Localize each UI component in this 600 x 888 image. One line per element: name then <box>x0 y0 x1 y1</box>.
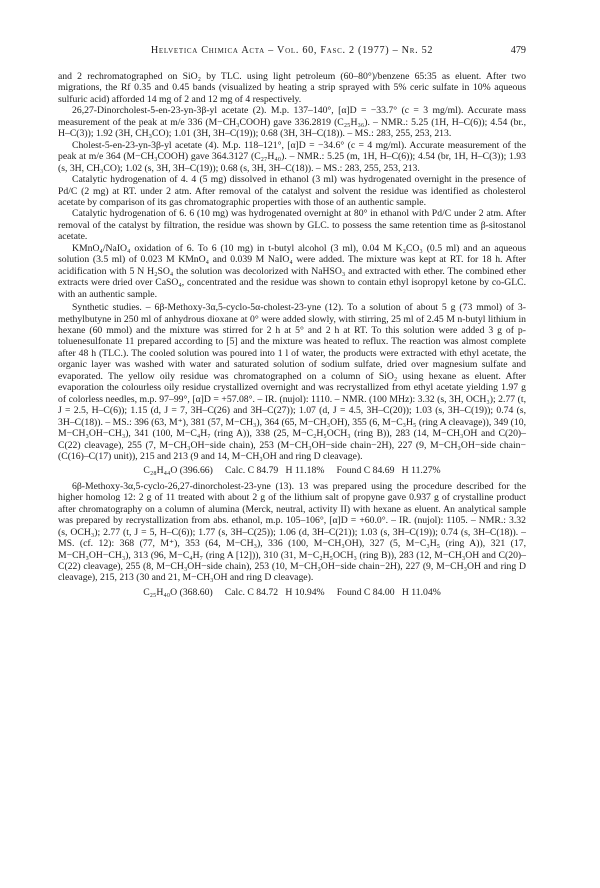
paragraph-compound-4: Cholest-5-en-23-yn-3β-yl acetate (4). M.p. 118–121°, [α]D = −34.6° (c = 4 mg/ml). Accurate measurement of the peak at m/e 364 (M−CH₃COOH) gave 364.3127 (C₂₇H₄₀). – NMR.: 5.25 (m, 1H, H–C(6)); 4.54 (br, 1H, H–C(3)); 1.93 (s, 3H, CH₃CO); 1.02 (s, 3H, 3H–C(19)); 0.68 (s, 3H, 3H–C(18)). – MS.: 283, 255, 253, 213. <box>58 139 526 174</box>
running-header <box>58 45 526 56</box>
paragraph-oxidation-6: KMnO₄/NaIO₄ oxidation of 6. To 6 (10 mg) in t-butyl alcohol (3 ml), 0.04 M K₂CO₃ (0.5 ml) and an aqueous solution (3.5 ml) of 0.023 M KMnO₄ and 0.039 M NaIO₄ were added. The mixture was kept at RT. for 18 h. After acidification with 5 N H₂SO₄ the solution was decolorized with NaHSO₃ and extracted with ether. The combined ether extracts were dried over CaSO₄, concentrated and the residue was shown to contain ethyl isopropyl ketone by co-GLC. with an authentic sample. <box>58 242 526 300</box>
elemental-analysis-13: C₂₅H₄₀O (368.60) Calc. C 84.72 H 10.94% Found C 84.00 H 11.04% <box>143 586 441 598</box>
article-body <box>58 71 526 602</box>
paragraph-compound-13: 6β-Methoxy-3α,5-cyclo-26,27-dinorcholest-23-yne (13). 13 was prepared using the procedure described for the higher homolog 12: 2 g of 11 treated with about 2 g of the lithium salt of propyne gave 0.937 g of crystalline product after chromatography on a column of alumina (Merck, neutral, activity II) with hexane as eluent. An analytical sample was prepared by recrystallization from abs. ethanol, m.p. 105–106°, [α]D = +60.0°. – IR. (nujol): 1105. – NMR.: 3.32 (s, OCH₃); 2.77 (t, J = 5, H–C(6)); 1.77 (s, 3H–C(25)); 1.06 (d, 3H–C(21)); 1.03 (s, 3H–C(19)); 0.74 (s, 3H–C(18)). – MS. (cf. 12): 368 (77, M⁺), 353 (64, M−CH₃), 336 (100, M−CH₃OH), 327 (5, M−C₃H₅ (ring A)), 321 (17, M−CH₃OH−CH₃), 313 (96, M−C₄H₇ (ring A [12])), 310 (31, M−C₂H₅OCH₃ (ring B)), 283 (12, M−CH₃OH and C(20)–C(22) cleavage), 255 (8, M−CH₃OH−side chain), 253 (10, M−CH₃OH−side chain−2H), 227 (9, M−CH₃OH and ring D cleavage), 215, 213 (30 and 21, M−CH₃OH and ring D cleavage). <box>58 480 526 584</box>
paragraph-compound-2: 26,27-Dinorcholest-5-en-23-yn-3β-yl acetate (2). M.p. 137–140°, [α]D = −33.7° (c = 3 mg/ml). Accurate mass measurement of the peak at m/e 336 (M−CH₃COOH) gave 336.2819 (C₂₅H₃₆). – NMR.: 5.25 (1H, H–C(6)); 4.54 (br., H–C(3)); 1.92 (3H, CH₃CO); 1.01 (3H, 3H–C(19)); 0.68 (3H, 3H–C(18)). – MS.: 283, 255, 253, 213. <box>58 105 526 140</box>
elemental-analysis-12: C₂₈H₄₄O (396.66) Calc. C 84.79 H 11.18% Found C 84.69 H 11.27% <box>143 465 441 477</box>
paragraph-hydrogenation-4: Catalytic hydrogenation of 4. 4 (5 mg) dissolved in ethanol (3 ml) was hydrogenated overnight in the presence of Pd/C (2 mg) at RT. under 2 atm. After removal of the catalyst and solvent the residue was identified as cholesterol acetate by comparison of its gas chromatographic properties with those of an authentic sample. <box>58 174 526 208</box>
paragraph-synthetic-studies-12: Synthetic studies. – 6β-Methoxy-3α,5-cyclo-5α-cholest-23-yne (12). To a solution of about 5 g (73 mmol) of 3-methylbutyne in 250 ml of anhydrous dioxane at 0° were added slowly, with stirring, 25 ml of 2.45 M n-butyl lithium in hexane (60 mmol) and the mixture was stirred for 2 h at 5° and 2 h at RT. To this solution were added 3 g of p-toluenesulfonate 11 prepared according to [5] and the mixture was heated to reflux. The reaction was almost complete after 48 h (TLC.). The cooled solution was poured into 1 l of water, the products were extracted with ethyl acetate, the organic layer was washed with water and saturated solution of sodium sulfate, dried over magnesium sulfate and evaporated. The yellow oily residue was chromatographed on a column of SiO₂ using hexane as eluent. After evaporation the colourless oily residue crystallized overnight and was recrystallized from ethyl acetate yielding 1.97 g of colorless needles, m.p. 97–99°, [α]D = +57.08°. – IR. (nujol): 1110. – NMR. (100 MHz): 3.32 (s, 3H, OCH₃); 2.77 (t, J = 2.5, H–C(6)); 1.15 (d, J = 7, 3H–C(26) and 3H–C(27)); 1.07 (d, J = 4.5, 3H–C(20)); 1.03 (s, 3H–C(19)); 0.74 (s, 3H–C(18)). – MS.: 396 (63, M⁺), 381 (57, M−CH₃), 364 (65, M−CH₃OH), 355 (6, M−C₃H₅ (ring A cleavage)), 349 (10, M−CH₃OH−CH₃), 341 (100, M−C₄H₇ (ring A)), 338 (25, M−C₂H₅OCH₃ (ring B)), 283 (14, M−CH₃OH and C(20)–C(22) cleavage), 255 (7, M−CH₃OH−side chain), 253 (M−CH₃OH−side chain−2H), 227 (9, M−CH₃OH−side chain−(C(16)–C(17) unit)), 215 and 213 (9 and 14, M−CH₃OH and ring D cleavage). <box>58 302 526 462</box>
page-number: 479 <box>510 45 526 56</box>
paragraph-chromatography: and 2 rechromatographed on SiO₂ by TLC. using light petroleum (60–80°)/benzene 65:35 as eluent. After two migrations, the Rf 0.35 and 0.45 bands (visualized by heating a strip sprayed with 5% ceric sulfate in 10% aqueous sulfuric acid) afforded 14 mg of 2 and 12 mg of 4 respectively. <box>58 71 526 105</box>
journal-title: Helvetica Chimica Acta – Vol. 60, Fasc. 2 (1977) – Nr. 52 <box>150 45 434 56</box>
paragraph-hydrogenation-6: Catalytic hydrogenation of 6. 6 (10 mg) was hydrogenated overnight at 80° in ethanol with Pd/C under 2 atm. After removal of the catalyst by filtration, the residue was shown by GLC. to possess the same retention time as β-sitostanol acetate. <box>58 208 526 243</box>
